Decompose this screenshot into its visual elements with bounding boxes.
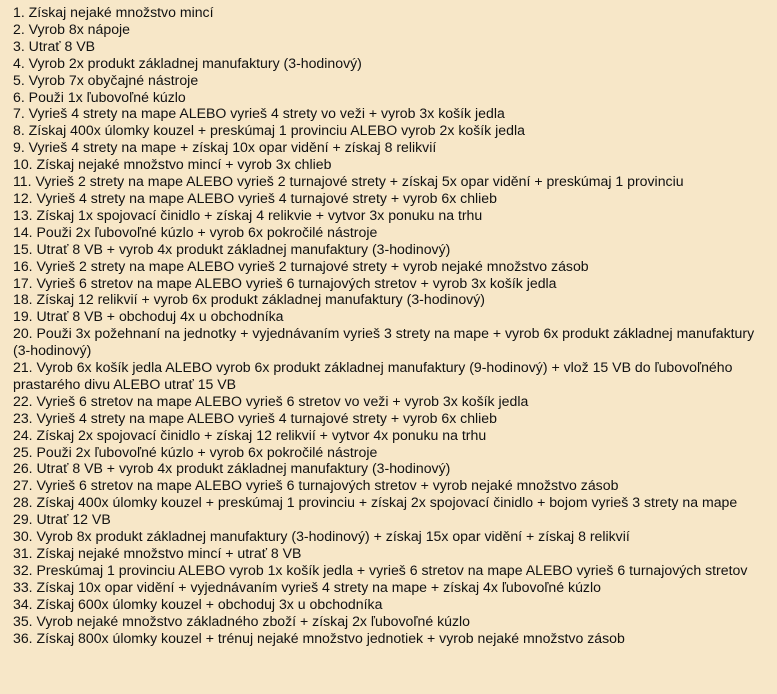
quest-item: 15. Utrať 8 VB + vyrob 4x produkt základnej manufaktury (3-hodinový) <box>13 240 451 257</box>
quest-item: 23. Vyrieš 4 strety na mape ALEBO vyrieš 4 turnajové strety + vyrob 6x chlieb <box>13 409 497 426</box>
quest-item: 26. Utrať 8 VB + vyrob 4x produkt základnej manufaktury (3-hodinový) <box>13 460 451 477</box>
quest-item: 35. Vyrob nejaké množstvo základného zboží + získaj 2x ľubovoľné kúzlo <box>13 612 471 629</box>
quest-item: 5. Vyrob 7x obyčajné nástroje <box>13 71 199 88</box>
quest-item: 30. Vyrob 8x produkt základnej manufaktury (3-hodinový) + získaj 15x opar vidění + získaj 8 relikvií <box>13 528 630 545</box>
quest-item: 27. Vyrieš 6 stretov na mape ALEBO vyrieš 6 turnajových stretov + vyrob nejaké množstvo zásob <box>13 477 619 494</box>
quest-item: 19. Utrať 8 VB + obchoduj 4x u obchodníka <box>13 308 284 325</box>
quest-item: 1. Získaj nejaké množstvo mincí <box>13 4 214 20</box>
quest-item: 18. Získaj 12 relikvií + vyrob 6x produkt základnej manufaktury (3-hodinový) <box>13 291 485 308</box>
quest-item: 34. Získaj 600x úlomky kouzel + obchoduj 3x u obchodníka <box>13 595 383 612</box>
quest-item: 2. Vyrob 8x nápoje <box>13 20 131 37</box>
quest-item: 7. Vyrieš 4 strety na mape ALEBO vyrieš 4 strety vo veži + vyrob 3x košík jedla <box>13 105 505 122</box>
quest-item: 22. Vyrieš 6 stretov na mape ALEBO vyrieš 6 stretov vo veži + vyrob 3x košík jedla <box>13 392 529 409</box>
quest-item: 31. Získaj nejaké množstvo mincí + utrať 8 VB <box>13 545 302 561</box>
quest-item: 8. Získaj 400x úlomky kouzel + preskúmaj 1 provinciu ALEBO vyrob 2x košík jedla <box>13 122 525 139</box>
quest-item: 16. Vyrieš 2 strety na mape ALEBO vyrieš 2 turnajové strety + vyrob nejaké množstvo zásob <box>13 257 589 274</box>
quest-item: 3. Utrať 8 VB <box>13 37 96 54</box>
quest-item: 29. Utrať 12 VB <box>13 511 111 528</box>
quest-item: 12. Vyrieš 4 strety na mape ALEBO vyrieš 4 turnajové strety + vyrob 6x chlieb <box>13 189 497 206</box>
quest-item: 21. Vyrob 6x košík jedla ALEBO vyrob 6x produkt základnej manufaktury (9-hodinový) + vlož 15 VB do ľubovoľného prastarého divu ALEBO utrať 15 VB <box>13 359 733 392</box>
quest-item: 25. Použi 2x ľubovoľné kúzlo + vyrob 6x pokročilé nástroje <box>13 443 378 460</box>
quest-item: 13. Získaj 1x spojovací činidlo + získaj 4 relikvie + vytvor 3x ponuku na trhu <box>13 206 483 223</box>
quest-item: 6. Použi 1x ľubovoľné kúzlo <box>13 88 186 105</box>
quest-item: 36. Získaj 800x úlomky kouzel + trénuj nejaké množstvo jednotiek + vyrob nejaké množstvo zásob <box>13 629 625 646</box>
quest-item: 17. Vyrieš 6 stretov na mape ALEBO vyrieš 6 turnajových stretov + vyrob 3x košík jedla <box>13 274 557 291</box>
quest-item: 4. Vyrob 2x produkt základnej manufaktury (3-hodinový) <box>13 54 362 71</box>
quest-item: 11. Vyrieš 2 strety na mape ALEBO vyrieš 2 turnajové strety + získaj 5x opar vidění + preskúmaj 1 provinciu <box>13 173 684 190</box>
quest-item: 32. Preskúmaj 1 provinciu ALEBO vyrob 1x košík jedla + vyrieš 6 stretov na mape ALEBO vyrieš 6 turnajových stretov <box>13 561 748 578</box>
quest-list <box>13 4 771 646</box>
quest-item: 24. Získaj 2x spojovací činidlo + získaj 12 relikvií + vytvor 4x ponuku na trhu <box>13 426 487 443</box>
quest-item: 28. Získaj 400x úlomky kouzel + preskúmaj 1 provinciu + získaj 2x spojovací činidlo + bojom vyrieš 3 strety na mape <box>13 494 738 511</box>
quest-item: 10. Získaj nejaké množstvo mincí + vyrob 3x chlieb <box>13 156 332 173</box>
quest-item: 9. Vyrieš 4 strety na mape + získaj 10x opar vidění + získaj 8 relikvií <box>13 139 437 156</box>
quest-item: 20. Použi 3x požehnaní na jednotky + vyjednávaním vyrieš 3 strety na mape + vyrob 6x produkt základnej manufaktury (3-hodinový) <box>13 325 755 359</box>
quest-item: 14. Použi 2x ľubovoľné kúzlo + vyrob 6x pokročilé nástroje <box>13 223 378 240</box>
quest-item: 33. Získaj 10x opar vidění + vyjednávaním vyrieš 4 strety na mape + získaj 4x ľubovoľné kúzlo <box>13 578 601 595</box>
